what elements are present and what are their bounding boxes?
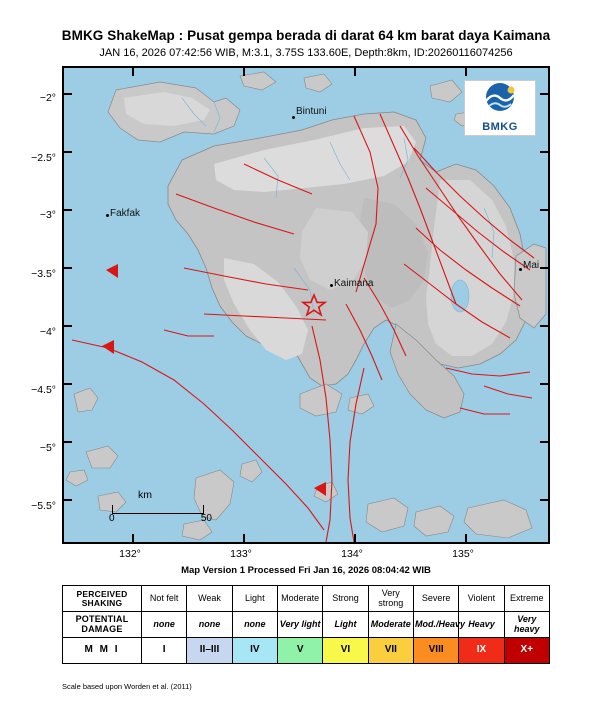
city-label-kaimana: Kaimana [334, 278, 374, 289]
tick-lat-7 [64, 441, 72, 443]
tick-lon-3 [354, 68, 356, 76]
legend-damage-6: Moderate [368, 612, 413, 638]
tick-lat-r7 [540, 441, 548, 443]
tick-lat-r1 [540, 93, 548, 95]
scalebar-max: 50 [200, 513, 212, 524]
legend-shaking-7: Severe [413, 586, 458, 612]
tick-lat-8 [64, 499, 72, 501]
tick-lat-r4 [540, 267, 548, 269]
lat-label-2: −2.5° [31, 152, 56, 164]
city-dot-fakfak [106, 214, 109, 217]
lon-label-1: 132° [119, 548, 141, 560]
lat-label-6: −4.5° [31, 384, 56, 396]
legend-damage-3: none [232, 612, 277, 638]
legend-mmi-5: VI [323, 638, 368, 664]
tick-lat-r6 [540, 383, 548, 385]
legend-shaking-1: Not felt [142, 586, 187, 612]
lat-label-4: −3.5° [31, 268, 56, 280]
tick-lat-2 [64, 151, 72, 153]
tick-lat-r5 [540, 325, 548, 327]
tick-lon-4 [465, 68, 467, 76]
lat-label-1: −2° [39, 92, 56, 104]
city-dot-mai [519, 268, 522, 271]
tick-lon-b4 [465, 534, 467, 542]
lat-label-8: −5.5° [31, 500, 56, 512]
legend-mmi-9: X+ [504, 638, 549, 664]
tick-lon-1 [132, 68, 134, 76]
legend-shaking-4: Moderate [277, 586, 322, 612]
lat-label-7: −5° [39, 442, 56, 454]
legend-damage-8: Heavy [459, 612, 504, 638]
legend-mmi-1: I [142, 638, 187, 664]
legend-mmi-3: IV [232, 638, 277, 664]
lat-label-5: −4° [39, 326, 56, 338]
scalebar-bar [112, 505, 204, 514]
intensity-legend-table [62, 585, 550, 664]
legend-shaking-9: Extreme [504, 586, 549, 612]
lon-label-4: 135° [452, 548, 474, 560]
bmkg-logo [464, 80, 536, 136]
tick-lon-2 [243, 68, 245, 76]
tick-lon-b2 [243, 534, 245, 542]
city-label-fakfak: Fakfak [110, 208, 141, 219]
map-inner [64, 68, 548, 542]
legend-shaking-3: Light [232, 586, 277, 612]
legend-damage-7: Mod./Heavy [413, 612, 458, 638]
tick-lat-1 [64, 93, 72, 95]
tick-lat-5 [64, 325, 72, 327]
legend-mmi-2: II–III [187, 638, 232, 664]
legend-damage-2: none [187, 612, 232, 638]
legend-rowhead-mmi: M M I [63, 638, 142, 664]
legend-shaking-5: Strong [323, 586, 368, 612]
city-label-bintuni: Bintuni [296, 106, 327, 117]
scalebar-min: 0 [109, 513, 115, 524]
city-dot-bintuni [292, 116, 295, 119]
page-title: BMKG ShakeMap : Pusat gempa berada di darat 64 km barat daya Kaimana [61, 28, 551, 43]
legend-mmi-8: IX [459, 638, 504, 664]
legend-shaking-6: Very strong [368, 586, 413, 612]
map-scalebar [109, 489, 212, 524]
lon-label-3: 134° [341, 548, 363, 560]
legend-row-shaking [63, 586, 550, 612]
legend-row-damage [63, 612, 550, 638]
legend-damage-4: Very light [277, 612, 322, 638]
lat-label-3: −3° [39, 209, 56, 221]
legend-damage-9: Very heavy [504, 612, 549, 638]
legend-credit: Scale based upon Worden et al. (2011) [62, 682, 192, 691]
legend-damage-1: none [142, 612, 187, 638]
tick-lat-r8 [540, 499, 548, 501]
bmkg-logo-label: BMKG [482, 121, 518, 133]
tick-lat-r3 [540, 209, 548, 211]
bmkg-emblem-icon [467, 81, 533, 115]
scalebar-unit: km [138, 489, 152, 501]
legend-damage-5: Light [323, 612, 368, 638]
legend-rowhead-damage: POTENTIAL DAMAGE [63, 612, 142, 638]
tick-lat-r2 [540, 151, 548, 153]
tick-lon-b1 [132, 534, 134, 542]
tick-lat-6 [64, 383, 72, 385]
tick-lat-3 [64, 209, 72, 211]
city-label-mai: Mai [523, 260, 540, 271]
legend-mmi-4: V [277, 638, 322, 664]
legend-rowhead-shaking: PERCEIVED SHAKING [63, 586, 142, 612]
legend-shaking-2: Weak [187, 586, 232, 612]
map-version-line: Map Version 1 Processed Fri Jan 16, 2026 08:04:42 WIB [181, 565, 431, 576]
event-summary: JAN 16, 2026 07:42:56 WIB, M:3.1, 3.75S 133.60E, Depth:8km, ID:20260116074256 [99, 47, 513, 59]
map-graphics [64, 68, 548, 542]
city-dot-kaimana [330, 284, 333, 287]
tick-lat-4 [64, 267, 72, 269]
lon-label-2: 133° [230, 548, 252, 560]
tick-lon-b3 [354, 534, 356, 542]
legend-shaking-8: Violent [459, 586, 504, 612]
legend-row-mmi [63, 638, 550, 664]
legend-mmi-7: VIII [413, 638, 458, 664]
shakemap-canvas[interactable] [62, 66, 550, 544]
legend-mmi-6: VII [368, 638, 413, 664]
